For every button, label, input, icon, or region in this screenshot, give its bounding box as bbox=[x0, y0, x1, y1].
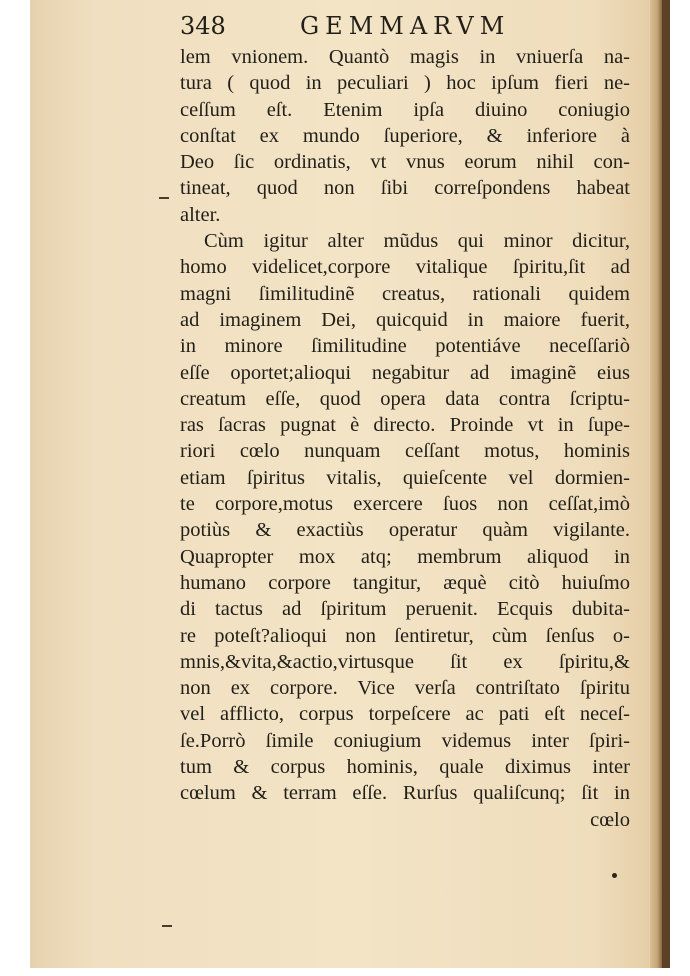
margin-mark bbox=[162, 925, 172, 927]
text-line: lem vnionem. Quantò magis in vniuerſa na- bbox=[180, 46, 630, 68]
text-line: non ex corpore. Vice verſa contriſtato ſpiritu bbox=[180, 677, 630, 700]
text-line: Quapropter mox atq; membrum aliquod in bbox=[180, 545, 630, 568]
text-line: ad imaginem Dei, quicquid in maiore fuerit, bbox=[180, 308, 630, 331]
page-number: 348 bbox=[180, 12, 226, 40]
text-line: conſtat ex mundo ſuperiore, & inferiore à bbox=[180, 124, 630, 147]
text-line: homo videlicet,corpore vitalique ſpiritu,ſit ad bbox=[180, 256, 630, 279]
text-line: alter. bbox=[180, 203, 221, 226]
margin-mark bbox=[159, 197, 169, 199]
text-line: vel afflicto, corpus torpeſcere ac pati eſt neceſ- bbox=[180, 703, 630, 726]
text-line: ceſſum eſt. Etenim ipſa diuino coniugio bbox=[180, 98, 630, 121]
running-head: GEMMARVM bbox=[300, 12, 511, 40]
text-line: magni ſimilitudinẽ creatus, rationali quidem bbox=[180, 282, 630, 305]
text-line: te corpore,motus exercere ſuos non ceſſat,imò bbox=[180, 493, 630, 516]
text-line: eſſe oportet;alioqui negabitur ad imaginẽ eius bbox=[180, 361, 630, 384]
text-line: ras ſacras pugnat è directo. Proinde vt in ſupe- bbox=[180, 414, 630, 437]
text-line: in minore ſimilitudine potentiáve neceſſariò bbox=[180, 335, 630, 358]
text-line: mnis,&vita,&actio,virtusque ſit ex ſpiritu,& bbox=[180, 650, 630, 673]
text-line: di tactus ad ſpiritum peruenit. Ecquis dubita- bbox=[180, 598, 630, 621]
page-edge bbox=[662, 0, 670, 968]
text-line: humano corpore tangitur, æquè citò huiuſmo bbox=[180, 571, 630, 594]
text-line: Deo ſic ordinatis, vt vnus eorum nihil con- bbox=[180, 151, 630, 174]
ink-spot bbox=[612, 873, 617, 878]
text-line: tura ( quod in peculiari ) hoc ipſum fieri ne- bbox=[180, 72, 630, 95]
text-line: creatum eſſe, quod opera data contra ſcriptu- bbox=[180, 387, 630, 410]
paragraph-start-line: Cùm igitur alter mũdus qui minor dicitur, bbox=[204, 230, 630, 253]
text-line: re poteſt?alioqui non ſentiretur, cùm ſenſus o- bbox=[180, 624, 630, 647]
catchword: cœlo bbox=[590, 808, 630, 831]
text-line: ſe.Porrò ſimile coniugium videmus inter ſpiri- bbox=[180, 729, 630, 752]
text-line: riori cœlo nunquam ceſſant motus, hominis bbox=[180, 440, 630, 463]
text-line: etiam ſpiritus vitalis, quieſcente vel dormien- bbox=[180, 466, 630, 489]
page-gutter-shadow bbox=[650, 0, 662, 968]
text-line: cœlum & terram eſſe. Rurſus qualiſcunq; ſit in bbox=[180, 782, 630, 805]
text-line: tineat, quod non ſibi correſpondens habeat bbox=[180, 177, 630, 200]
body-text bbox=[180, 44, 630, 833]
text-line: tum & corpus hominis, quale diximus inter bbox=[180, 756, 630, 779]
page-header bbox=[180, 10, 650, 46]
text-line: potiùs & exactiùs operatur quàm vigilante. bbox=[180, 519, 630, 542]
